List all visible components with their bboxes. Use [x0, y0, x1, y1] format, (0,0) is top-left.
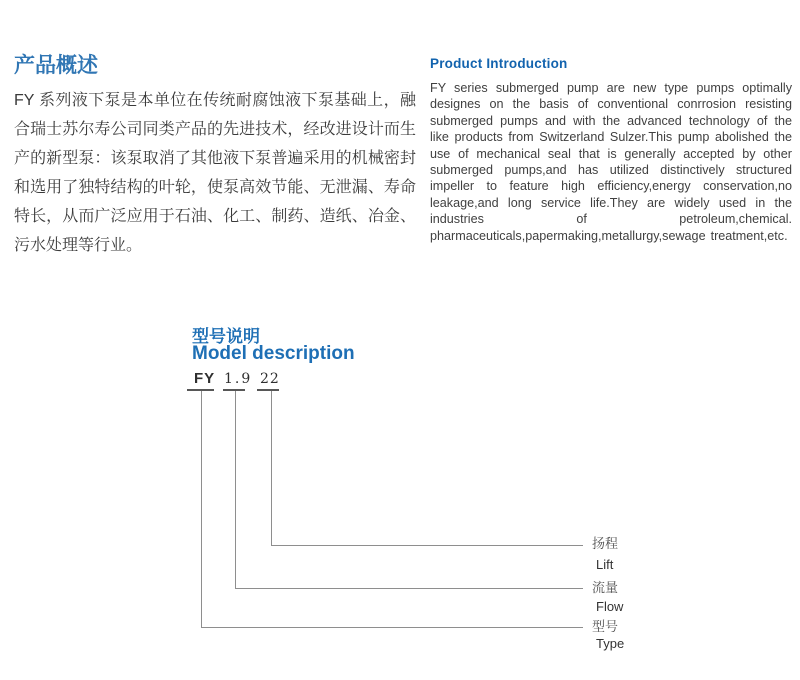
type-horizontal-line [201, 627, 583, 628]
model-code-type: FY [194, 370, 216, 387]
product-introduction-body: FY series submerged pump are new type pumps optimally designes on the basis of conventional conrrosion resisting submerged pumps and with the advanced technology of the like products from Switzerland Sulzer.This pump abolished the use of mechanical seal that is generally accepted by other submerged pumps,and has utilized distinctively structured impeller to feature high efficiency,energy conservation,no leakage,and long service life.They are widely used in the industries of petroleum,chemical. pharmaceuticals,papermaking,metallurgy,sewage treatment,etc. [430, 81, 792, 243]
flow-label-en: Flow [596, 599, 624, 614]
lift-horizontal-line [271, 545, 583, 546]
model-description-heading-zh: 型号说明 [192, 327, 260, 346]
product-introduction-section [430, 56, 792, 244]
product-overview-heading: 产品概述 [14, 54, 98, 77]
type-vertical-line [201, 391, 202, 627]
lift-tbar-line [257, 389, 279, 391]
flow-tbar-line [223, 389, 245, 391]
flow-vertical-line [235, 391, 236, 588]
model-code-lift: 22 [260, 371, 280, 387]
model-code-flow: 1.9 [224, 371, 253, 387]
model-description-heading-en: Model description [192, 343, 355, 364]
lift-label-zh: 扬程 [592, 536, 619, 551]
flow-label-zh: 流量 [592, 580, 619, 595]
product-overview-body: FY 系列液下泵是本单位在传统耐腐蚀液下泵基础上，融合瑞士苏尔寿公司同类产品的先进技术，经改进设计而生产的新型泵：该泵取消了其他液下泵普遍采用的机械密封和选用了独特结构的叶轮，使泵高效节能、无泄漏、寿命特长，从而广泛应用于石油、化工、制药、造纸、冶金、污水处理等行业。 [14, 92, 416, 254]
lift-label-en: Lift [596, 557, 614, 572]
lift-vertical-line [271, 391, 272, 545]
product-introduction-heading: Product Introduction [430, 56, 568, 71]
type-label-zh: 型号 [592, 619, 619, 634]
type-label-en: Type [596, 636, 625, 651]
product-overview-section [14, 54, 416, 260]
flow-horizontal-line [235, 588, 583, 589]
